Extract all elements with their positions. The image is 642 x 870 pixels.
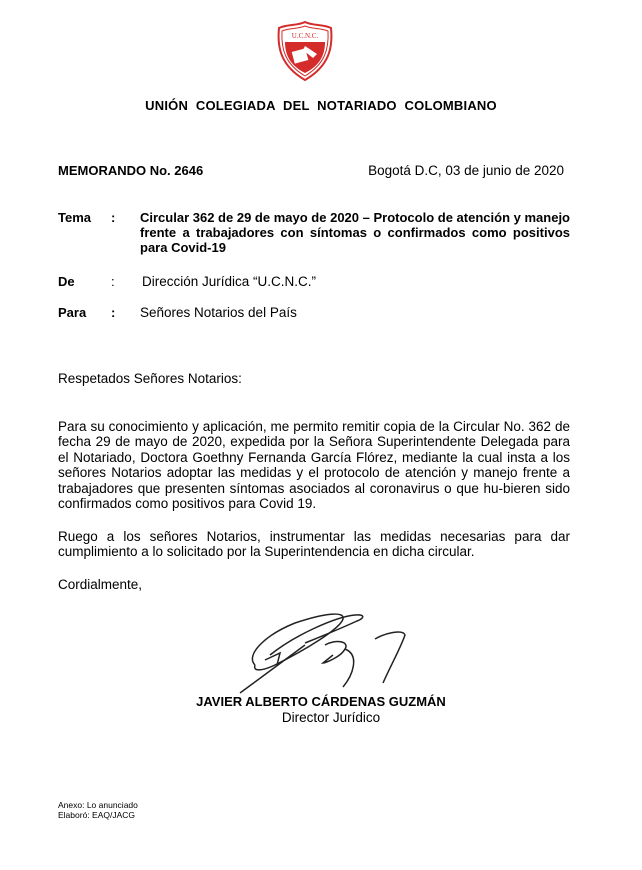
para-value: Señores Notarios del País: [140, 305, 297, 320]
memo-number: MEMORANDO No. 2646: [58, 163, 204, 178]
signer-title: Director Jurídico: [281, 710, 381, 725]
tema-label: Tema: [58, 210, 91, 225]
tema-value: Circular 362 de 29 de mayo de 2020 – Protocolo de atención y manejo frente a trabajadores con síntomas o confirmados como positivos para Covid-19: [140, 210, 570, 255]
shield-emblem-icon: [275, 20, 335, 82]
ucnc-logo: [275, 20, 335, 82]
de-label: De: [58, 274, 75, 289]
tema-colon: :: [111, 210, 116, 225]
organization-name: UNIÓN COLEGIADA DEL NOTARIADO COLOMBIANO: [145, 98, 497, 113]
prepared-by: Elaboró: EAQ/JACG: [58, 810, 136, 820]
signer-name: JAVIER ALBERTO CÁRDENAS GUZMÁN: [196, 694, 446, 709]
para-label: Para: [58, 305, 87, 320]
svg-text:U.C.N.C.: U.C.N.C.: [291, 32, 319, 40]
annex-note: Anexo: Lo anunciado: [58, 800, 138, 810]
de-colon: :: [111, 274, 115, 289]
handwritten-signature: [225, 605, 425, 695]
body-paragraph-2: Ruego a los señores Notarios, instrumentar las medidas necesarias para dar cumplimiento a lo solicitado por la Superintendencia en dicha circular.: [58, 529, 570, 560]
de-value: Dirección Jurídica “U.C.N.C.”: [142, 274, 317, 289]
salutation: Respetados Señores Notarios:: [58, 371, 242, 386]
memo-date: Bogotá D.C, 03 de junio de 2020: [368, 163, 564, 178]
para-colon: :: [111, 305, 116, 320]
body-paragraph-1: Para su conocimiento y aplicación, me permito remitir copia de la Circular No. 362 de fecha 29 de mayo de 2020, expedida por la Señora Superintendente Delegada para el Notariado, Doctora Goethny Fernanda García Flórez, mediante la cual insta a los señores Notarios adoptar las medidas y el protocolo de atención y manejo frente a trabajadores que presenten síntomas asociados al coronavirus o que hu-bieren sido confirmados como positivos para Covid 19.: [58, 419, 570, 512]
closing: Cordialmente,: [58, 577, 143, 592]
